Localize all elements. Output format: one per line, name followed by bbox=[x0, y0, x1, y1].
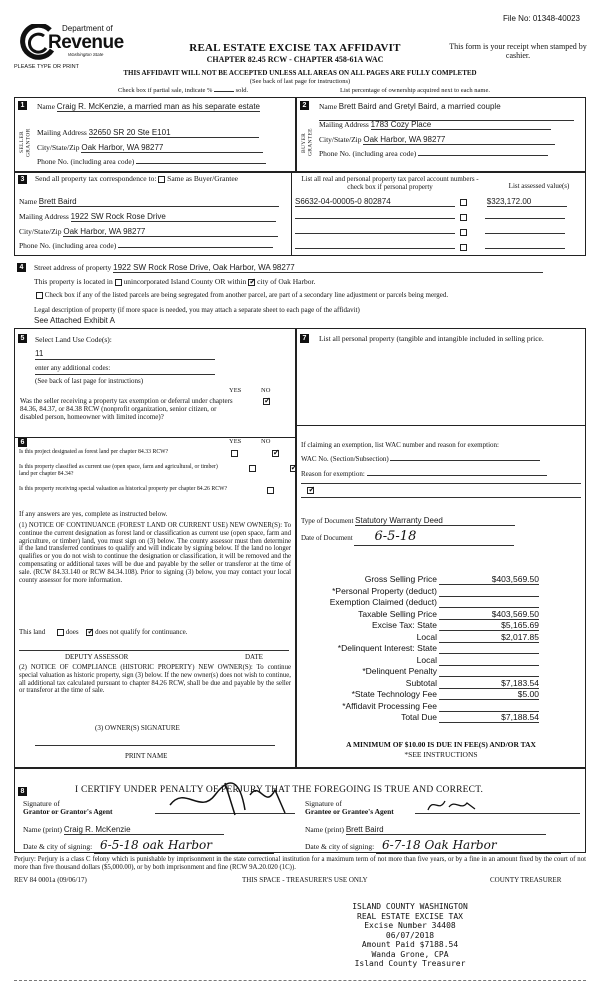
section-6-forest-land: 6 YES NO Is this project designated as forest land per chapter 84.33 RCW? ✓ Is this property classified as current use (open space, farm and agricultural, or timber) land per chapter 84.34? ✓ Is this property receiving special valuation as historical property per chapter 84.26 RCW? ✓ If any answers are yes, complete as instructed below. (1) NOTICE OF CONTINUANCE (FOREST LAND OR CURRENT USE) NEW OWNER(S): To continue the current designation as forest land or classification as current use (open space, farm and agriculture, or timber) land, you must sign on (3) below. The county assessor must then determine if the land transferred continues to qualify and will indicate by signing below. If the land no longer qualifies or you do not wish to continue the designation or classification, it will be removed and the compensating or additional taxes will be due and payable by the seller or transferor at the time of sale. (RCW 84.33.140 or RCW 84.34.108). Prior to signing (3) below, you may contact your local county assessor for more information. This land does ✓ does not qualify for continuance. DEPUTY ASSESSOR DATE (2) NOTICE OF COMPLIANCE (HISTORIC PROPERTY) NEW OWNER(S): To continue special valuation as historic property, sign (3) below. If the new owner(s) does not wish to continue, all additional tax calculated pursuant to chapter 84.26 RCW, shall be due and payable by the seller or transferor at the time of sale. (3) OWNER(S) SIGNATURE PRINT NAME bbox=[14, 438, 296, 768]
exemption-question: Was the seller receiving a property tax exemption or deferral under chapters 84.36, 84.37, or 84.38 RCW (nonprofit organization, senior citizen, or disabled person, homeowner with limited income)? bbox=[20, 397, 233, 422]
fee-label: Excise Tax: State bbox=[371, 620, 437, 630]
buyer-name[interactable]: Brett Baird and Gretyl Baird, a married couple bbox=[338, 102, 501, 111]
fee-value bbox=[439, 667, 539, 677]
current-use-yes-checkbox[interactable] bbox=[249, 465, 256, 472]
no-header: NO bbox=[261, 438, 271, 445]
fee-value: $2,017.85 bbox=[439, 633, 539, 643]
revenue-logo bbox=[20, 22, 130, 62]
form-title: REAL ESTATE EXCISE TAX AFFIDAVIT bbox=[189, 42, 401, 54]
same-as-buyer-checkbox[interactable] bbox=[158, 176, 165, 183]
receipt-note: This form is your receipt when stamped by cashier. bbox=[449, 42, 587, 61]
city-checkbox[interactable] bbox=[248, 279, 255, 286]
document-date[interactable]: 6-5-18 bbox=[354, 530, 514, 546]
section-8-certification: 8 I CERTIFY UNDER PENALTY OF PERJURY THAT THE FOREGOING IS TRUE AND CORRECT. Signature of Grantor or Grantor's Agent Signature of Grantee or Grantee's Agent Name (print) Craig R. McKenzie Name (print) Brett Baird Date & city of signing: 6-5-18 oak Harbor Date & city of signing: 6-7-18 Oak Harbor bbox=[14, 768, 586, 853]
tax-contact-city[interactable]: Oak Harbor, WA 98277 bbox=[63, 227, 278, 237]
file-number: File No: 01348-40023 bbox=[503, 14, 580, 23]
buyer-city[interactable]: Oak Harbor, WA 98277 bbox=[363, 135, 555, 145]
personal-property-checkbox[interactable] bbox=[460, 244, 467, 251]
forest-question: Is this project designated as forest land per chapter 84.33 RCW? bbox=[19, 449, 169, 455]
fee-value: $403,569.50 bbox=[439, 575, 539, 585]
forest-no-checkbox[interactable] bbox=[272, 450, 279, 457]
fee-value: $5,165.69 bbox=[439, 621, 539, 631]
fee-label: Local bbox=[416, 631, 437, 642]
fee-label: *Delinquent Penalty bbox=[362, 666, 437, 676]
bottom-divider bbox=[14, 980, 586, 981]
tax-contact-phone[interactable] bbox=[118, 247, 273, 248]
section-number: 1 bbox=[18, 101, 27, 110]
owner-signature-label: (3) OWNER(S) SIGNATURE bbox=[95, 724, 180, 732]
section-number: 8 bbox=[18, 787, 27, 796]
perjury-note: Perjury: Perjury is a class C felony which is punishable by imprisonment in the state correctional institution for a maximum term of not more than five years, or by a fine in an amount fixed by the court of not more than five thousand dollars ($5,000.00), or by both imprisonment and fine (RCW 9A.20.020 (1C)). bbox=[14, 856, 586, 871]
tax-contact-address[interactable]: 1922 SW Rock Rose Drive bbox=[71, 212, 276, 222]
deputy-assessor-label: DEPUTY ASSESSOR bbox=[65, 653, 129, 661]
fee-value: $7,183.54 bbox=[439, 679, 539, 689]
current-use-question: Is this property classified as current use (open space, farm and agricultural, or timber) land per chapter 84.34? bbox=[19, 464, 218, 477]
fee-label: Exemption Claimed (deduct) bbox=[329, 597, 437, 607]
fee-value: $403,569.50 bbox=[439, 610, 539, 620]
seller-side-label: SELLER GRANTOR bbox=[19, 128, 32, 157]
logo-name: Revenue bbox=[48, 32, 124, 53]
assessed-header: List assessed value(s) bbox=[508, 182, 570, 190]
property-street-address[interactable]: 1922 SW Rock Rose Drive, Oak Harbor, WA 98277 bbox=[113, 263, 543, 273]
fee-label: Gross Selling Price bbox=[364, 574, 437, 584]
list-percentage-note: List percentage of ownership acquired next to each name. bbox=[340, 87, 490, 94]
if-yes-note: If any answers are yes, complete as instructed below. bbox=[19, 510, 168, 518]
seller-city[interactable]: Oak Harbor, WA 98277 bbox=[81, 143, 263, 153]
personal-property-checkbox[interactable] bbox=[460, 229, 467, 236]
county-treasurer-label: COUNTY TREASURER bbox=[490, 876, 562, 884]
personal-property-label: List all personal property (tangible and intangible included in selling price. bbox=[319, 334, 544, 343]
does-qualify-checkbox[interactable] bbox=[57, 629, 64, 636]
deputy-date-label: DATE bbox=[245, 653, 263, 661]
fee-label: Total Due bbox=[401, 712, 437, 722]
segregated-checkbox[interactable] bbox=[36, 292, 43, 299]
fee-value bbox=[439, 598, 539, 608]
fee-value bbox=[439, 587, 539, 597]
fee-value bbox=[439, 656, 539, 666]
assessed-value[interactable]: $323,172.00 bbox=[487, 197, 567, 207]
warning-text: THIS AFFIDAVIT WILL NOT BE ACCEPTED UNLESS ALL AREAS ON ALL PAGES ARE FULLY COMPLETED bbox=[123, 69, 477, 77]
seller-phone[interactable] bbox=[136, 163, 266, 164]
please-type: PLEASE TYPE OR PRINT bbox=[14, 64, 80, 70]
partial-sale-row: Check box if partial sale, indicate % sold. bbox=[118, 87, 249, 94]
fee-value bbox=[439, 644, 539, 654]
parcel-header: List all real and personal property tax parcel account numbers - check box if personal property bbox=[301, 175, 479, 192]
form-number: REV 84 0001a (09/06/17) bbox=[14, 876, 87, 884]
grantee-signature-icon bbox=[425, 795, 485, 815]
personal-property-checkbox[interactable] bbox=[460, 199, 467, 206]
section-7-personal-property: 7 List all personal property (tangible and intangible included in selling price. If claiming an exemption, list WAC number and reason for exemption: WAC No. (Section/Subsection) Reason for exemption: Type of Document Statutory Warranty Deed Date of Document 6-5-18 Gross Selling Price $403,569.50 *Personal Property (deduct) Exemption Claimed (deduct) Taxable Selling Price $403,569.50 Excise Tax: State $5,165.69 Local $2,017.85 *Delinquent Interest: State Local *Delinquent Penalty Subtotal $7,183.54 *State Technology Fee $5.00 *Affidavit Processing Fee Total Due $7,188.54 A MINIMUM OF $10.00 IS DUE IN FEE(S) AND/OR TAX *SEE INSTRUCTIONS bbox=[296, 328, 586, 768]
section-number: 7 bbox=[300, 334, 309, 343]
section-number: 3 bbox=[18, 175, 27, 184]
land-use-code[interactable]: 11 bbox=[35, 349, 44, 358]
section-number: 6 bbox=[18, 438, 27, 447]
fee-label: *Affidavit Processing Fee bbox=[342, 700, 437, 711]
treasurer-space-note: THIS SPACE - TREASURER'S USE ONLY bbox=[242, 876, 368, 884]
fee-label: Taxable Selling Price bbox=[358, 608, 437, 619]
continuance-notice: (1) NOTICE OF CONTINUANCE (FOREST LAND OR CURRENT USE) NEW OWNER(S): To continue the current designation as forest land or classification as current use (open space, farm and agriculture, or timber) land, you must sign on (3) below. The county assessor must then determine if the land transferred continues to qualify and will indicate by signing below. If the land no longer qualifies or you do not wish to continue the designation or classification, it will be removed and the compensating or additional taxes will be due and payable by the seller or transferor at the time of sale. (RCW 84.33.140 or RCW 84.34.108). Prior to signing (3) below, you may contact your local county assessor for more information. bbox=[19, 522, 291, 584]
buyer-address[interactable]: 1783 Cozy Place bbox=[371, 120, 551, 130]
grantee-print-name[interactable]: Brett Baird bbox=[346, 825, 546, 835]
see-back-note: (See back of last page for instructions) bbox=[249, 78, 351, 85]
parcel-number[interactable]: S6632-04-00005-0 802874 bbox=[295, 197, 455, 207]
logo-state: Washington State bbox=[68, 52, 104, 57]
yes-header: YES bbox=[229, 438, 242, 445]
fee-label: Subtotal bbox=[405, 677, 437, 688]
seller-name[interactable]: Craig R. McKenzie, a married man as his separate estate bbox=[56, 102, 260, 111]
fee-value bbox=[439, 702, 539, 712]
form-subtitle: CHAPTER 82.45 RCW - CHAPTER 458-61A WAC bbox=[206, 54, 384, 64]
treasurer-stamp: ISLAND COUNTY WASHINGTON REAL ESTATE EXCISE TAX Excise Number 34408 06/07/2018 Amount Paid $7188.54 Wanda Grone, CPA Island County Treasurer bbox=[352, 902, 468, 968]
grantor-signature-icon bbox=[165, 775, 295, 817]
grantor-date-city[interactable]: 6-5-18 oak Harbor bbox=[94, 839, 274, 854]
minimum-fee-note: A MINIMUM OF $10.00 IS DUE IN FEE(S) AND/OR TAX bbox=[346, 740, 536, 749]
exemption-no-checkbox[interactable] bbox=[263, 398, 270, 405]
land-use-label: Select Land Use Code(s): bbox=[35, 335, 112, 344]
grantee-date-city[interactable]: 6-7-18 Oak Harbor bbox=[376, 839, 561, 854]
historic-question: Is this property receiving special valuation as historical property per chapter 84.26 RCW? bbox=[19, 486, 228, 492]
logo-dept: Department of bbox=[62, 24, 113, 33]
yes-header: YES bbox=[229, 387, 242, 394]
no-header: NO bbox=[261, 387, 271, 394]
tax-contact-name[interactable]: Brett Baird bbox=[39, 197, 279, 207]
section-number: 4 bbox=[17, 263, 26, 272]
document-type[interactable]: Statutory Warranty Deed bbox=[355, 516, 515, 526]
section-4-property: 4 Street address of property 1922 SW Rock Rose Drive, Oak Harbor, WA 98277 This property is located in unincorporated Island County OR within ✓ city of Oak Harbor. Check box if any of the listed parcels are being segregated from another parcel, are part of a secondary line adjustment or parcels being merged. Legal description of property (if more space is needed, you may attach a separate sheet to each page of the affidavit) See Attached Exhibit A bbox=[14, 256, 586, 328]
exemption-reason[interactable] bbox=[367, 475, 547, 476]
legal-description-value[interactable]: See Attached Exhibit A bbox=[34, 316, 115, 325]
buyer-phone[interactable] bbox=[418, 155, 548, 156]
seller-address[interactable]: 32650 SR 20 Ste E101 bbox=[89, 128, 259, 138]
fee-label: *Delinquent Interest: State bbox=[337, 643, 437, 653]
fee-value: $7,188.54 bbox=[439, 713, 539, 723]
compliance-notice: (2) NOTICE OF COMPLIANCE (HISTORIC PROPERTY) NEW OWNER(S): To continue special valuation as historic property, sign (3) below. If the new owner(s) does not wish to continue, all additional tax calculated pursuant to chapter 84.26 RCW, shall be due and payable by the seller or transferor at the time of sale. bbox=[19, 664, 291, 695]
section-1-seller: 1 SELLER GRANTOR Name Craig R. McKenzie, a married man as his separate estate Mailing Address 32650 SR 20 Ste E101 City/State/Zip Oak Harbor, WA 98277 Phone No. (including area code) bbox=[14, 97, 296, 172]
historic-yes-checkbox[interactable] bbox=[267, 487, 274, 494]
certify-statement: I CERTIFY UNDER PENALTY OF PERJURY THAT THE FOREGOING IS TRUE AND CORRECT. bbox=[75, 785, 484, 795]
additional-codes-label: enter any additional codes: bbox=[35, 364, 111, 372]
wac-number[interactable] bbox=[390, 460, 540, 461]
fee-label: Local bbox=[416, 654, 437, 665]
forest-yes-checkbox[interactable] bbox=[231, 450, 238, 457]
exemption-label: If claiming an exemption, list WAC number and reason for exemption: bbox=[301, 441, 499, 449]
see-instructions-note: *SEE INSTRUCTIONS bbox=[404, 750, 478, 759]
section-2-buyer: 2 BUYER GRANTEE Name Brett Baird and Gretyl Baird, a married couple Mailing Address 1783 Cozy Place City/State/Zip Oak Harbor, WA 98277 Phone No. (including area code) bbox=[296, 97, 586, 172]
fee-value: $5.00 bbox=[439, 690, 539, 700]
land-use-see-back: (See back of last page for instructions) bbox=[35, 377, 144, 385]
print-name-label: PRINT NAME bbox=[125, 752, 168, 760]
personal-property-checkbox[interactable] bbox=[460, 214, 467, 221]
fee-label: *Personal Property (deduct) bbox=[332, 585, 437, 596]
section-number: 2 bbox=[300, 101, 309, 110]
unincorporated-checkbox[interactable] bbox=[115, 279, 122, 286]
section-5-land-use bbox=[14, 328, 296, 438]
section-3-correspondence: 3 Send all property tax correspondence to: Same as Buyer/Grantee Name Brett Baird Mailing Address 1922 SW Rock Rose Drive City/State/Zip Oak Harbor, WA 98277 Phone No. (including area code) List all real and personal property tax parcel account numbers - check box if personal property List assessed value(s) S6632-04-00005-0 802874 $323,172.00 bbox=[14, 172, 586, 256]
legal-description-label: Legal description of property (if more space is needed, you may attach a separate sheet to each page of the affidavit) bbox=[34, 306, 360, 314]
fee-label: *State Technology Fee bbox=[351, 689, 437, 699]
section-number: 5 bbox=[18, 334, 27, 343]
does-not-qualify-checkbox[interactable] bbox=[86, 629, 93, 636]
buyer-side-label: BUYER GRANTEE bbox=[301, 128, 314, 157]
grantor-print-name[interactable]: Craig R. McKenzie bbox=[64, 825, 224, 835]
